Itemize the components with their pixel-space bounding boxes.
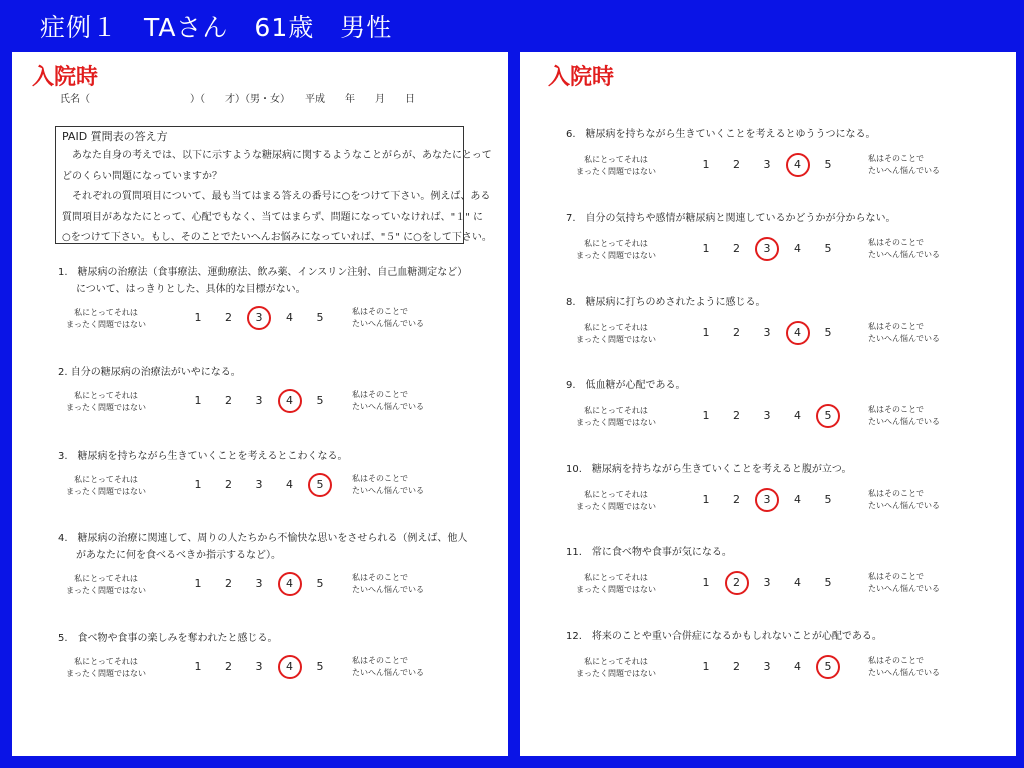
instruction-line: それぞれの質問項目について、最も当てはまる答えの番号に○をつけて下さい。例えば、ある — [62, 191, 491, 202]
scale-left-label — [66, 307, 146, 331]
rating-option[interactable]: 2 — [733, 326, 740, 339]
scale-right-label-line: 私はそのことで — [352, 307, 408, 316]
scale-left-label — [576, 405, 656, 429]
scale-left-label — [66, 390, 146, 414]
rating-option[interactable]: 3 — [763, 576, 771, 589]
scale-right-label — [868, 571, 940, 595]
rating-option[interactable]: 1 — [702, 158, 710, 171]
rating-scale — [58, 387, 500, 421]
scale-right-label-line: たいへん悩んでいる — [352, 486, 424, 495]
question-text-line: 5. 食べ物や食事の楽しみを奪われたと感じる。 — [58, 633, 278, 644]
scale-left-label-line: まったく問題ではない — [66, 320, 146, 329]
rating-option[interactable]: 2 — [733, 409, 740, 422]
slide-title: 症例１ TAさん 61歳 男性 — [40, 13, 393, 42]
scale-left-label-line: 私にとってそれは — [584, 406, 648, 415]
section-label: 入院時 — [32, 65, 99, 90]
rating-option[interactable]: 2 — [225, 577, 232, 590]
question-text-line: 10. 糖尿病を持ちながら生きていくことを考えると腹が立つ。 — [566, 464, 852, 475]
rating-option[interactable]: 2 — [225, 478, 232, 491]
question-item — [58, 630, 500, 687]
scale-left-label-line: 私にとってそれは — [74, 475, 138, 484]
rating-option[interactable]: 3 — [255, 577, 263, 590]
rating-option-selected[interactable]: 4 — [278, 389, 302, 413]
rating-option[interactable]: 3 — [763, 409, 771, 422]
scale-left-label-line: 私にとってそれは — [74, 657, 138, 666]
rating-option[interactable]: 2 — [733, 493, 740, 506]
scale-left-label-line: まったく問題ではない — [66, 487, 146, 496]
rating-option[interactable]: 2 — [733, 242, 740, 255]
question-text — [566, 126, 1008, 143]
rating-option-selected[interactable]: 5 — [816, 655, 840, 679]
rating-option-selected[interactable]: 5 — [816, 404, 840, 428]
question-text-line: 3. 糖尿病を持ちながら生きていくことを考えるとこわくなる。 — [58, 451, 348, 462]
rating-scale — [566, 151, 1008, 185]
scale-left-label — [576, 572, 656, 596]
scale-left-label-line: まったく問題ではない — [576, 418, 656, 427]
rating-option[interactable]: 2 — [733, 158, 740, 171]
scale-right-label-line: 私はそのことで — [352, 474, 408, 483]
rating-option[interactable]: 3 — [763, 326, 771, 339]
questionnaire-page-right — [520, 52, 1016, 756]
scale-left-label-line: まったく問題ではない — [66, 403, 146, 412]
question-item — [566, 544, 1008, 603]
question-text — [58, 448, 500, 465]
scale-right-label-line: たいへん悩んでいる — [352, 402, 424, 411]
question-text-line: 2. 自分の糖尿病の治療法がいやになる。 — [58, 367, 241, 378]
rating-option[interactable]: 1 — [702, 576, 710, 589]
question-item — [58, 530, 500, 604]
scale-right-label — [352, 473, 424, 497]
rating-option[interactable]: 1 — [194, 478, 202, 491]
scale-right-label-line: 私はそのことで — [868, 238, 924, 247]
question-text — [566, 628, 1008, 645]
scale-right-label-line: たいへん悩んでいる — [868, 584, 940, 593]
scale-right-label — [868, 404, 940, 428]
rating-option[interactable]: 1 — [702, 409, 710, 422]
scale-right-label — [868, 321, 940, 345]
scale-right-label-line: 私はそのことで — [868, 405, 924, 414]
question-text-line: 6. 糖尿病を持ちながら生きていくことを考えるとゆううつになる。 — [566, 129, 876, 140]
rating-option[interactable]: 2 — [733, 660, 740, 673]
rating-option[interactable]: 5 — [824, 158, 832, 171]
question-item — [566, 294, 1008, 353]
scale-right-label-line: 私はそのことで — [868, 656, 924, 665]
scale-right-label — [868, 153, 940, 177]
scale-right-label — [352, 572, 424, 596]
scale-right-label — [352, 306, 424, 330]
rating-scale — [566, 653, 1008, 687]
patient-info-header: 氏名（ ）（ 才）（男・女） 平成 年 月 日 — [60, 94, 415, 105]
scale-left-label — [66, 474, 146, 498]
rating-option[interactable]: 5 — [316, 660, 324, 673]
rating-option[interactable]: 1 — [702, 660, 710, 673]
scale-left-label — [66, 656, 146, 680]
rating-option[interactable]: 5 — [824, 493, 832, 506]
scale-left-label-line: まったく問題ではない — [66, 586, 146, 595]
question-text — [58, 364, 500, 381]
rating-option[interactable]: 3 — [763, 660, 771, 673]
scale-left-label-line: 私にとってそれは — [584, 323, 648, 332]
rating-option[interactable]: 5 — [824, 326, 832, 339]
question-text-line: があなたに何を食べるべきか指示するなど）。 — [76, 550, 281, 561]
rating-scale — [566, 486, 1008, 520]
question-text — [58, 264, 500, 298]
scale-right-label-line: 私はそのことで — [352, 656, 408, 665]
question-text-line: 7. 自分の気持ちや感情が糖尿病と関連しているかどうかが分からない。 — [566, 213, 896, 224]
scale-right-label-line: たいへん悩んでいる — [352, 668, 424, 677]
scale-right-label-line: たいへん悩んでいる — [868, 250, 940, 259]
scale-right-label-line: 私はそのことで — [868, 489, 924, 498]
rating-option[interactable]: 1 — [702, 493, 710, 506]
instruction-line: あなた自身の考えでは、以下に示すような糖尿病に関するようなことがらが、あなたにとって — [62, 150, 492, 161]
rating-option[interactable]: 3 — [255, 660, 263, 673]
instructions-title: PAID 質問表の答え方 — [62, 130, 168, 143]
scale-left-label-line: 私にとってそれは — [584, 155, 648, 164]
instructions-box — [55, 126, 492, 244]
rating-option-selected[interactable]: 4 — [278, 572, 302, 596]
rating-option[interactable]: 2 — [225, 394, 232, 407]
scale-left-label-line: まったく問題ではない — [576, 167, 656, 176]
instruction-line: どのくらい問題になっていますか？ — [62, 170, 222, 182]
rating-option[interactable]: 4 — [794, 493, 801, 506]
question-text-line: 12. 将来のことや重い合併症になるかもしれないことが心配である。 — [566, 631, 882, 642]
scale-left-label-line: まったく問題ではない — [576, 251, 656, 260]
scale-right-label-line: 私はそのことで — [352, 573, 408, 582]
scale-left-label — [576, 238, 656, 262]
question-text-line: 1. 糖尿病の治療法（食事療法、運動療法、飲み薬、インスリン注射、自己血糖測定など） — [58, 267, 468, 278]
question-item — [566, 126, 1008, 185]
scale-left-label-line: 私にとってそれは — [74, 308, 138, 317]
scale-right-label-line: たいへん悩んでいる — [868, 417, 940, 426]
instruction-line: 質問項目があなたにとって、心配でもなく、当てはまらず、問題になっていなければ、"１" に — [62, 211, 483, 223]
scale-right-label-line: たいへん悩んでいる — [352, 319, 424, 328]
rating-option-selected[interactable]: 4 — [786, 321, 810, 345]
scale-left-label-line: まったく問題ではない — [66, 669, 146, 678]
scale-right-label — [868, 237, 940, 261]
rating-option[interactable]: 2 — [225, 660, 232, 673]
rating-scale — [566, 569, 1008, 603]
scale-right-label — [352, 389, 424, 413]
question-text-line: 9. 低血糖が心配である。 — [566, 380, 686, 391]
question-item — [58, 448, 500, 505]
questionnaire-page-left — [12, 52, 508, 756]
scale-left-label-line: 私にとってそれは — [584, 657, 648, 666]
question-text — [566, 544, 1008, 561]
rating-option-selected[interactable]: 4 — [786, 153, 810, 177]
question-text — [566, 210, 1008, 227]
scale-left-label-line: 私にとってそれは — [74, 574, 138, 583]
scale-right-label — [868, 655, 940, 679]
rating-option[interactable]: 5 — [824, 576, 832, 589]
question-item — [566, 628, 1008, 687]
scale-right-label-line: たいへん悩んでいる — [868, 501, 940, 510]
question-item — [58, 264, 500, 338]
rating-option[interactable]: 2 — [225, 311, 232, 324]
rating-option-selected[interactable]: 3 — [755, 488, 779, 512]
question-text-line: 11. 常に食べ物や食事が気になる。 — [566, 547, 732, 558]
scale-right-label-line: 私はそのことで — [352, 390, 408, 399]
rating-option[interactable]: 4 — [286, 478, 293, 491]
scale-right-label — [352, 655, 424, 679]
rating-option[interactable]: 4 — [794, 409, 801, 422]
question-text — [566, 377, 1008, 394]
scale-left-label — [576, 154, 656, 178]
rating-option[interactable]: 5 — [824, 242, 832, 255]
rating-option[interactable]: 1 — [194, 660, 202, 673]
scale-right-label — [868, 488, 940, 512]
rating-option[interactable]: 1 — [194, 311, 202, 324]
rating-option[interactable]: 3 — [255, 394, 263, 407]
scale-left-label-line: まったく問題ではない — [576, 335, 656, 344]
scale-left-label-line: まったく問題ではない — [576, 669, 656, 678]
question-item — [566, 210, 1008, 269]
rating-option[interactable]: 4 — [794, 242, 801, 255]
rating-option-selected[interactable]: 3 — [247, 306, 271, 330]
rating-option-selected[interactable]: 4 — [278, 655, 302, 679]
scale-left-label-line: 私にとってそれは — [584, 239, 648, 248]
rating-option[interactable]: 3 — [763, 158, 771, 171]
rating-option[interactable]: 1 — [702, 326, 710, 339]
rating-option[interactable]: 5 — [316, 311, 324, 324]
rating-scale — [58, 653, 500, 687]
rating-scale — [58, 304, 500, 338]
scale-left-label — [576, 656, 656, 680]
scale-left-label-line: 私にとってそれは — [74, 391, 138, 400]
instruction-line: ○をつけて下さい。もし、そのことでたいへんお悩みになっていれば、"５" に○をして下さい。 — [62, 232, 492, 243]
scale-left-label-line: 私にとってそれは — [584, 490, 648, 499]
rating-option[interactable]: 1 — [194, 577, 202, 590]
question-item — [566, 377, 1008, 436]
question-text-line: 8. 糖尿病に打ちのめされたように感じる。 — [566, 297, 766, 308]
question-text-line: について、はっきりとした、具体的な目標がない。 — [76, 284, 306, 295]
rating-option[interactable]: 5 — [316, 577, 324, 590]
rating-scale — [58, 471, 500, 505]
scale-right-label-line: 私はそのことで — [868, 572, 924, 581]
scale-right-label-line: たいへん悩んでいる — [868, 166, 940, 175]
rating-scale — [566, 402, 1008, 436]
rating-scale — [566, 235, 1008, 269]
rating-option-selected[interactable]: 5 — [308, 473, 332, 497]
question-text-line: 4. 糖尿病の治療に関連して、周りの人たちから不愉快な思いをさせられる（例えば、他人 — [58, 533, 468, 544]
question-text — [58, 530, 500, 564]
scale-right-label-line: たいへん悩んでいる — [868, 668, 940, 677]
scale-left-label-line: まったく問題ではない — [576, 502, 656, 511]
rating-option-selected[interactable]: 2 — [725, 571, 749, 595]
scale-right-label-line: 私はそのことで — [868, 322, 924, 331]
scale-left-label — [66, 573, 146, 597]
rating-option[interactable]: 4 — [286, 311, 293, 324]
question-item — [58, 364, 500, 421]
rating-option[interactable]: 1 — [702, 242, 710, 255]
question-item — [566, 461, 1008, 520]
section-label: 入院時 — [548, 65, 615, 90]
rating-scale — [566, 319, 1008, 353]
scale-left-label-line: まったく問題ではない — [576, 585, 656, 594]
scale-left-label — [576, 489, 656, 513]
question-text — [566, 294, 1008, 311]
question-text — [566, 461, 1008, 478]
rating-option[interactable]: 3 — [255, 478, 263, 491]
question-text — [58, 630, 500, 647]
rating-option[interactable]: 4 — [794, 576, 801, 589]
rating-option[interactable]: 5 — [316, 394, 324, 407]
scale-right-label-line: たいへん悩んでいる — [352, 585, 424, 594]
rating-scale — [58, 570, 500, 604]
scale-right-label-line: 私はそのことで — [868, 154, 924, 163]
scale-right-label-line: たいへん悩んでいる — [868, 334, 940, 343]
scale-left-label-line: 私にとってそれは — [584, 573, 648, 582]
scale-left-label — [576, 322, 656, 346]
rating-option[interactable]: 4 — [794, 660, 801, 673]
rating-option-selected[interactable]: 3 — [755, 237, 779, 261]
rating-option[interactable]: 1 — [194, 394, 202, 407]
